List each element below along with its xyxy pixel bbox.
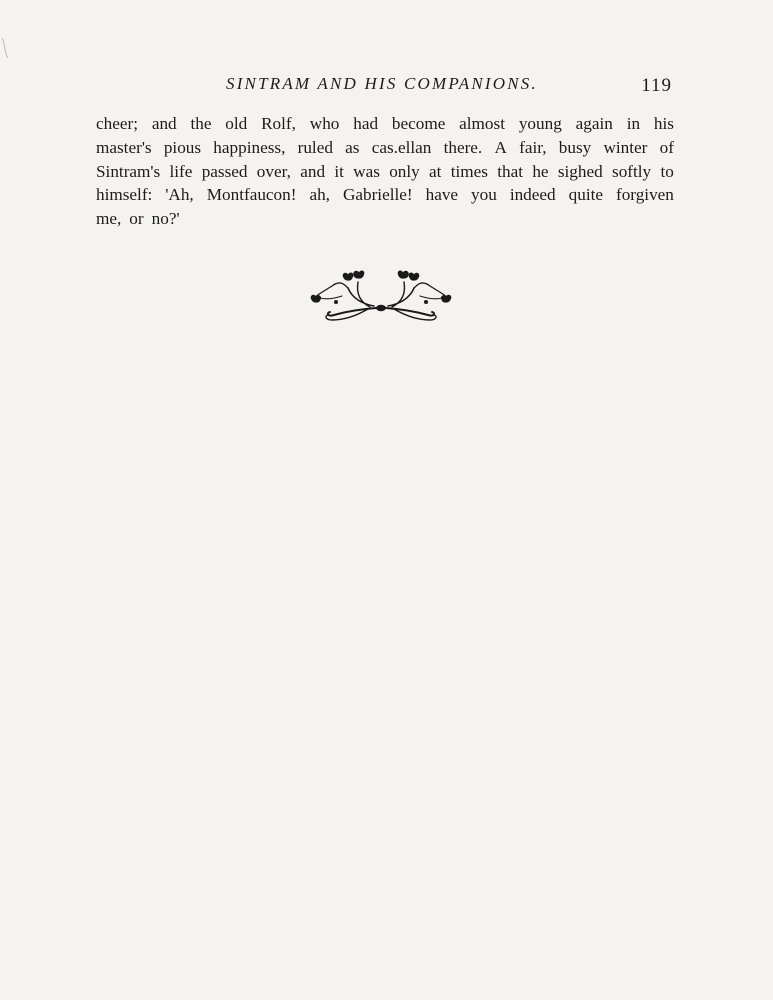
text-line-5: [96, 207, 674, 231]
word: passed: [201, 161, 248, 181]
word: A: [494, 137, 507, 157]
word: pious: [163, 137, 202, 157]
word: as: [345, 137, 360, 157]
word: me,: [96, 209, 122, 229]
word: to: [660, 161, 674, 181]
word: busy: [558, 137, 592, 157]
word: cheer;: [96, 114, 138, 133]
word: you: [471, 185, 497, 205]
text-line-2: [96, 136, 674, 160]
floral-vignette-icon: [308, 268, 454, 328]
word: sighed: [557, 161, 603, 181]
word: again: [575, 114, 613, 133]
word: and: [300, 161, 326, 181]
word: indeed: [509, 185, 556, 205]
word: happiness,: [213, 137, 286, 157]
word: forgiven: [615, 185, 674, 205]
word: master's: [96, 137, 152, 157]
word: he: [532, 161, 549, 181]
word: in: [626, 114, 641, 133]
page-number: 119: [641, 75, 672, 96]
running-head: [96, 74, 674, 100]
word: fair,: [519, 137, 547, 157]
word: the: [190, 114, 212, 133]
word: had: [353, 114, 379, 133]
text-line-4: [96, 183, 674, 207]
body-paragraph: [96, 112, 674, 231]
word: softly: [612, 161, 652, 181]
word: Rolf,: [261, 114, 296, 133]
word: winter: [603, 137, 648, 157]
word: Sintram's: [96, 161, 161, 181]
word: there.: [443, 137, 483, 157]
word: life: [169, 161, 193, 181]
word: was: [353, 161, 380, 181]
word: himself:: [96, 185, 153, 205]
word: have: [425, 185, 459, 205]
text-line-3: [96, 160, 674, 184]
word: his: [653, 114, 674, 133]
word: Gabrielle!: [342, 185, 413, 205]
word: that: [497, 161, 524, 181]
word: almost: [459, 114, 505, 133]
word: ruled: [297, 137, 333, 157]
word: of: [659, 137, 674, 157]
word: or: [129, 209, 144, 229]
page-edge-mark: [0, 36, 12, 60]
word: it: [334, 161, 344, 181]
word: old: [225, 114, 248, 133]
word: young: [518, 114, 562, 133]
text-line-1: [96, 112, 674, 136]
running-title: SINTRAM AND HIS COMPANIONS.: [226, 74, 538, 93]
word: ah,: [309, 185, 330, 205]
word: times: [450, 161, 488, 181]
word: only: [389, 161, 420, 181]
word: no?': [151, 209, 180, 229]
word: quite: [568, 185, 603, 205]
word: over,: [256, 161, 291, 181]
word: and: [151, 114, 177, 133]
word: become: [391, 114, 446, 133]
word: who: [309, 114, 340, 133]
word: cas.ellan: [371, 137, 432, 157]
word: 'Ah,: [165, 185, 194, 205]
word: Montfaucon!: [206, 185, 297, 205]
word: at: [429, 161, 442, 181]
